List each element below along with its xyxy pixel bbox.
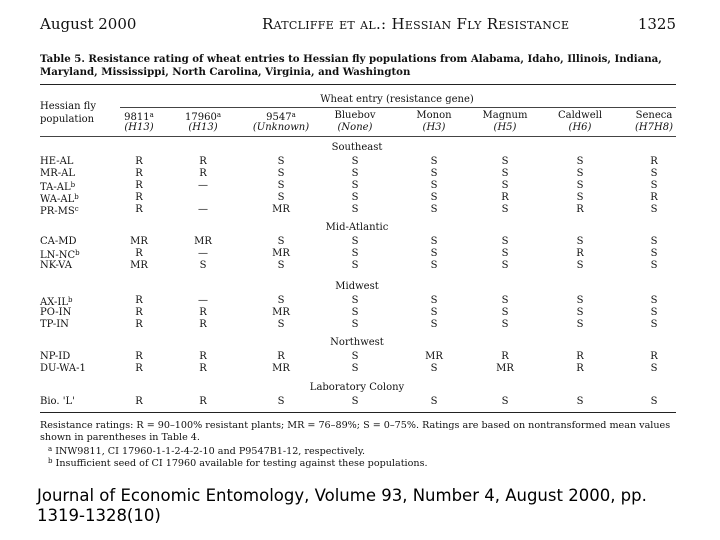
rating-cell: S — [430, 192, 438, 203]
rating-cell: S — [351, 248, 359, 259]
rating-cell: R — [135, 319, 143, 330]
rating-cell: S — [430, 396, 438, 407]
population-sup: b — [75, 249, 80, 257]
rating-cell: S — [351, 319, 359, 330]
running-header-date: August 2000 — [40, 15, 137, 33]
rating-cell: S — [501, 156, 509, 167]
population-label: TP-IN — [40, 319, 69, 330]
row-header-line-2: population — [40, 114, 95, 125]
rating-cell: S — [277, 396, 285, 407]
rating-cell: MR — [496, 363, 514, 374]
rating-cell: S — [430, 319, 438, 330]
rating-cell: S — [277, 192, 285, 203]
population-label: $WA-AL^b$ — [40, 193, 79, 205]
column-gene: (H13) — [188, 122, 218, 133]
rating-cell: S — [351, 192, 359, 203]
rating-cell: R — [135, 351, 143, 362]
rating-cell: S — [430, 180, 438, 191]
rating-cell: S — [576, 295, 584, 306]
rating-cell: R — [277, 351, 285, 362]
footnote-main: Resistance ratings: R = 90–100% resistant plants; MR = 76–89%; S = 0–75%. Ratings are based on nontransformed mean values shown in parentheses in Table 4. — [40, 420, 671, 443]
rating-cell: S — [501, 260, 509, 271]
column-gene: (H13) — [124, 122, 154, 133]
rating-cell: S — [351, 204, 359, 215]
rating-cell: S — [576, 236, 584, 247]
column-gene: (H7H8) — [635, 122, 673, 133]
rating-cell: S — [501, 204, 509, 215]
section-heading: Mid-Atlantic — [325, 222, 389, 233]
rating-cell: — — [198, 248, 208, 259]
citation: Journal of Economic Entomology, Volume 93, Number 4, August 2000, pp. 1319-1328(10) — [37, 486, 647, 525]
rating-cell: S — [351, 236, 359, 247]
rating-cell: S — [351, 168, 359, 179]
rating-cell: S — [351, 295, 359, 306]
rating-cell: R — [199, 351, 207, 362]
rating-cell: S — [576, 319, 584, 330]
column-header: 9811$^a$ — [124, 111, 154, 123]
rating-cell: S — [351, 396, 359, 407]
rating-cell: R — [135, 363, 143, 374]
rating-cell: R — [135, 396, 143, 407]
section-heading: Laboratory Colony — [309, 382, 405, 393]
rating-cell: S — [650, 319, 658, 330]
rating-cell: S — [501, 319, 509, 330]
column-header: Magnum — [482, 110, 528, 121]
table-top-rule — [40, 84, 676, 85]
rating-cell: S — [430, 260, 438, 271]
table-bottom-rule — [40, 412, 676, 413]
rating-cell: R — [199, 168, 207, 179]
population-sup: c — [74, 205, 79, 213]
rating-cell: S — [430, 363, 438, 374]
population-label: $AX-IL^b$ — [40, 296, 73, 308]
rating-cell: S — [277, 319, 285, 330]
rating-cell: R — [576, 363, 584, 374]
rating-cell: R — [199, 156, 207, 167]
rating-cell: — — [198, 295, 208, 306]
footnote-a-text: INW9811, CI 17960-1-1-2-4-2-10 and P9547B1-12, respectively. — [55, 446, 366, 457]
population-sup: b — [67, 296, 73, 304]
rating-cell: S — [576, 156, 584, 167]
spanner-rule — [120, 107, 676, 108]
rating-cell: R — [135, 180, 143, 191]
rating-cell: MR — [194, 236, 212, 247]
rating-cell: S — [430, 295, 438, 306]
rating-cell: S — [430, 204, 438, 215]
population-label: HE-AL — [40, 156, 74, 167]
rating-cell: R — [135, 168, 143, 179]
rating-cell: — — [198, 180, 208, 191]
population-label: $PR-MS^c$ — [40, 205, 79, 217]
column-header-sup: a — [149, 111, 154, 119]
rating-cell: S — [501, 180, 509, 191]
rating-cell: S — [277, 180, 285, 191]
population-label: PO-IN — [40, 307, 72, 318]
population-label: $LN-NC^b$ — [40, 249, 80, 261]
rating-cell: S — [430, 236, 438, 247]
rating-cell: S — [501, 307, 509, 318]
rating-cell: S — [277, 295, 285, 306]
column-spanner: Wheat entry (resistance gene) — [320, 94, 474, 105]
rating-cell: S — [650, 307, 658, 318]
rating-cell: S — [430, 248, 438, 259]
rating-cell: S — [650, 396, 658, 407]
population-label: $TA-AL^b$ — [40, 181, 76, 193]
section-heading: Northwest — [330, 337, 384, 348]
rating-cell: — — [198, 204, 208, 215]
rating-cell: R — [501, 351, 509, 362]
rating-cell: S — [501, 236, 509, 247]
footnote-b: $^b$ Insufficient seed of CI 17960 available for testing against these populations. — [48, 457, 428, 469]
rating-cell: MR — [272, 307, 290, 318]
footnote-b-text: Insufficient seed of CI 17960 available for testing against these populations. — [55, 458, 428, 469]
rating-cell: S — [650, 248, 658, 259]
rating-cell: MR — [272, 248, 290, 259]
column-gene: (H3) — [422, 122, 446, 133]
column-gene: (Unknown) — [252, 122, 310, 133]
column-header: Seneca — [635, 110, 673, 121]
rating-cell: R — [199, 319, 207, 330]
rating-cell: S — [351, 156, 359, 167]
rating-cell: S — [576, 180, 584, 191]
rating-cell: MR — [130, 236, 148, 247]
population-label: CA-MD — [40, 236, 77, 247]
rating-cell: R — [650, 192, 658, 203]
rating-cell: S — [199, 260, 207, 271]
rating-cell: S — [576, 396, 584, 407]
rating-cell: S — [650, 180, 658, 191]
rating-cell: S — [501, 396, 509, 407]
row-header-line-1: Hessian fly — [40, 101, 97, 112]
rating-cell: S — [650, 236, 658, 247]
section-heading: Southeast — [331, 142, 383, 153]
rating-cell: S — [430, 156, 438, 167]
column-header: Monon — [416, 110, 452, 121]
rating-cell: S — [501, 295, 509, 306]
rating-cell: R — [135, 295, 143, 306]
rating-cell: S — [501, 168, 509, 179]
rating-cell: S — [351, 180, 359, 191]
rating-cell: R — [199, 363, 207, 374]
rating-cell: S — [277, 236, 285, 247]
rating-cell: S — [650, 260, 658, 271]
table-caption: Table 5. Resistance rating of wheat entries to Hessian fly populations from Alabama, Idaho, Illinois, Indiana, Maryland, Mississippi, North Carolina, Virginia, and Washington — [40, 53, 662, 78]
rating-cell: R — [576, 248, 584, 259]
population-sup: b — [70, 181, 76, 189]
rating-cell: R — [576, 204, 584, 215]
rating-cell: S — [430, 168, 438, 179]
rating-cell: S — [501, 248, 509, 259]
rating-cell: S — [576, 307, 584, 318]
column-header: Caldwell — [557, 110, 603, 121]
rating-cell: R — [199, 396, 207, 407]
header-bottom-rule — [40, 136, 676, 137]
rating-cell: S — [277, 156, 285, 167]
rating-cell: R — [199, 307, 207, 318]
rating-cell: R — [135, 248, 143, 259]
rating-cell: MR — [272, 363, 290, 374]
rating-cell: S — [576, 192, 584, 203]
column-gene: (None) — [337, 122, 373, 133]
rating-cell: MR — [130, 260, 148, 271]
column-header-sup: a — [216, 111, 221, 119]
rating-cell: S — [351, 307, 359, 318]
column-header: 9547$^a$ — [266, 111, 296, 123]
rating-cell: S — [650, 295, 658, 306]
column-header: Bluebov — [334, 110, 376, 121]
column-header: 17960$^a$ — [185, 111, 221, 123]
column-header-sup: a — [291, 111, 296, 119]
population-label: NK-VA — [40, 260, 72, 271]
rating-cell: MR — [272, 204, 290, 215]
population-label: DU-WA-1 — [40, 363, 86, 374]
rating-cell: R — [650, 156, 658, 167]
rating-cell: R — [650, 351, 658, 362]
rating-cell: R — [135, 204, 143, 215]
population-label: NP-ID — [40, 351, 71, 362]
population-sup: b — [74, 193, 79, 201]
page-number: 1325 — [637, 15, 676, 33]
rating-cell: R — [576, 351, 584, 362]
rating-cell: S — [351, 363, 359, 374]
rating-cell: MR — [425, 351, 443, 362]
population-label: Bio. 'L' — [40, 396, 75, 407]
rating-cell: S — [277, 260, 285, 271]
rating-cell: S — [576, 168, 584, 179]
population-label: MR-AL — [40, 168, 76, 179]
rating-cell: R — [135, 156, 143, 167]
rating-cell: R — [135, 307, 143, 318]
rating-cell: S — [576, 260, 584, 271]
rating-cell: R — [501, 192, 509, 203]
rating-cell: S — [650, 168, 658, 179]
rating-cell: S — [650, 204, 658, 215]
running-header-title: Ratcliffe et al.: Hessian Fly Resistance — [262, 15, 570, 33]
column-gene: (H5) — [493, 122, 517, 133]
section-heading: Midwest — [335, 281, 379, 292]
rating-cell: R — [135, 192, 143, 203]
rating-cell: S — [430, 307, 438, 318]
rating-cell: S — [351, 351, 359, 362]
rating-cell: S — [650, 363, 658, 374]
column-gene: (H6) — [568, 122, 592, 133]
rating-cell: S — [277, 168, 285, 179]
rating-cell: S — [351, 260, 359, 271]
footnote-a: $^a$ INW9811, CI 17960-1-1-2-4-2-10 and P9547B1-12, respectively. — [48, 445, 366, 457]
